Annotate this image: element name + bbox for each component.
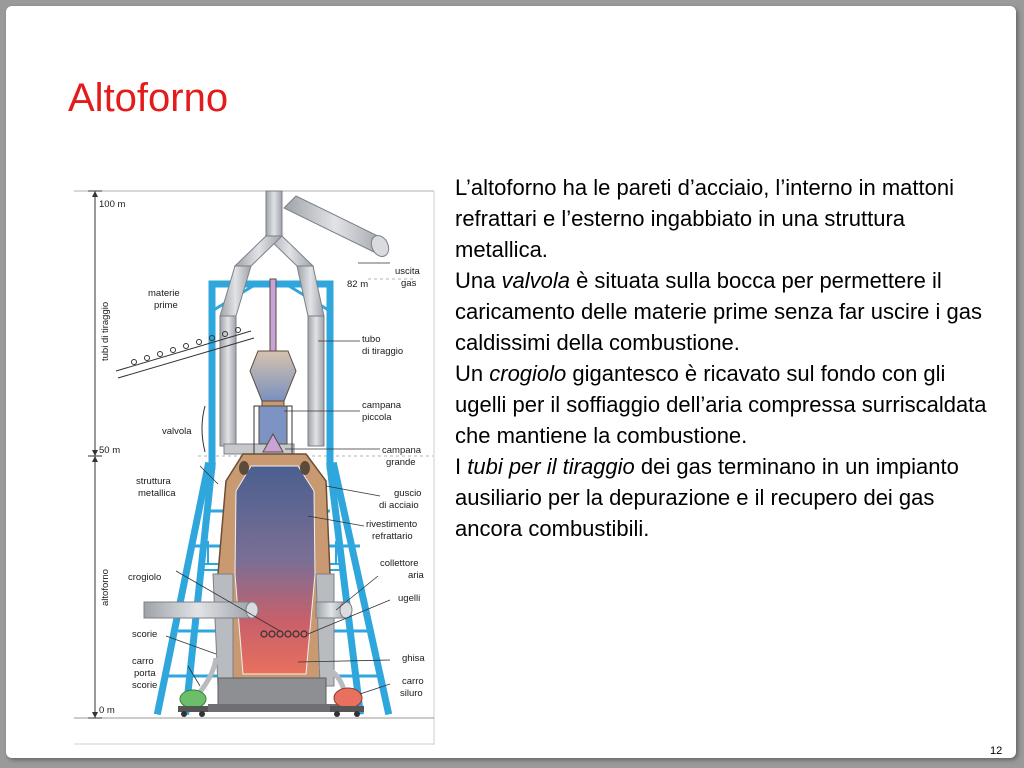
slide-title: Altoforno: [68, 76, 229, 120]
scale-100m-label: 100 m: [99, 199, 126, 210]
label-struttura-1: struttura: [136, 476, 171, 487]
paragraph-pipes-rest: dei gas terminano in un impianto ausiliario per la depurazione e il recupero dei gas ancora combustibili.: [455, 454, 959, 541]
term-crogiolo: crogiolo: [489, 361, 567, 386]
label-materie-2: prime: [154, 300, 178, 311]
label-collettore-1: collettore: [380, 558, 419, 569]
term-tubi-tiraggio: tubi per il tiraggio: [467, 454, 635, 479]
term-valvola: valvola: [501, 268, 570, 293]
label-campana-piccola-2: piccola: [362, 412, 392, 423]
furnace-body: [213, 454, 334, 686]
label-tubo-1: tubo: [362, 334, 381, 345]
label-materie-1: materie: [148, 288, 180, 299]
scale-0m-label: 0 m: [99, 705, 115, 716]
paragraph-crucible-rest: gigantesco è ricavato sul fondo con gli ugelli per il soffiaggio dell’aria compressa surriscaldata che mantiene la combustione.: [455, 361, 987, 448]
charging-hopper: [250, 279, 296, 464]
label-valvola: valvola: [162, 426, 192, 437]
label-carro-2: porta: [134, 668, 156, 679]
paragraph-crucible-lead: Un: [455, 361, 490, 386]
slide-body-text: [455, 172, 990, 544]
label-scorie: scorie: [132, 629, 158, 640]
label-siluro-2: siluro: [400, 688, 423, 699]
label-campana-piccola-1: campana: [362, 400, 402, 411]
label-guscio-1: guscio: [394, 488, 422, 499]
scale-82m-label: 82 m: [347, 279, 369, 290]
label-rivestimento-1: rivestimento: [366, 519, 418, 530]
label-campana-grande-2: grande: [386, 457, 416, 468]
label-rivestimento-2: refrattario: [372, 531, 413, 542]
paragraph-valve-lead: Una: [455, 268, 502, 293]
label-collettore-2: aria: [408, 570, 424, 581]
slide: [6, 6, 1016, 758]
furnace-base: [218, 678, 326, 708]
diagram-svg: [68, 166, 436, 746]
label-struttura-2: metallica: [138, 488, 176, 499]
paragraph-pipes-lead: I: [455, 454, 468, 479]
label-siluro-1: carro: [402, 676, 424, 687]
label-carro-1: carro: [132, 656, 154, 667]
blast-furnace-diagram: [68, 166, 436, 746]
label-ghisa: ghisa: [402, 653, 425, 664]
paragraph-walls: L’altoforno ha le pareti d’acciaio, l’interno in mattoni refrattari e l’esterno ingabbiato in una struttura metallica.: [455, 175, 954, 262]
scale-side-bottom-label: altoforno: [100, 569, 111, 606]
valve-bracket: [202, 406, 205, 452]
page-number: 12: [990, 745, 1003, 757]
scale-50m-label: 50 m: [99, 445, 121, 456]
label-carro-3: scorie: [132, 680, 158, 691]
foundation: [208, 704, 338, 712]
label-ugelli: ugelli: [398, 593, 421, 604]
label-crogiolo: crogiolo: [128, 572, 162, 583]
label-uscita-1: uscita: [395, 266, 420, 277]
label-campana-grande-1: campana: [382, 445, 422, 456]
air-main-pipes: [144, 602, 352, 618]
label-uscita-2: gas: [401, 278, 417, 289]
scale-side-top-label: tubi di tiraggio: [100, 301, 111, 361]
label-tubo-2: di tiraggio: [362, 346, 404, 357]
label-guscio-2: di acciaio: [379, 500, 419, 511]
paragraph-valve-rest: è situata sulla bocca per permettere il caricamento delle materie prime senza far uscire i gas caldissimi della combustione.: [455, 268, 983, 355]
